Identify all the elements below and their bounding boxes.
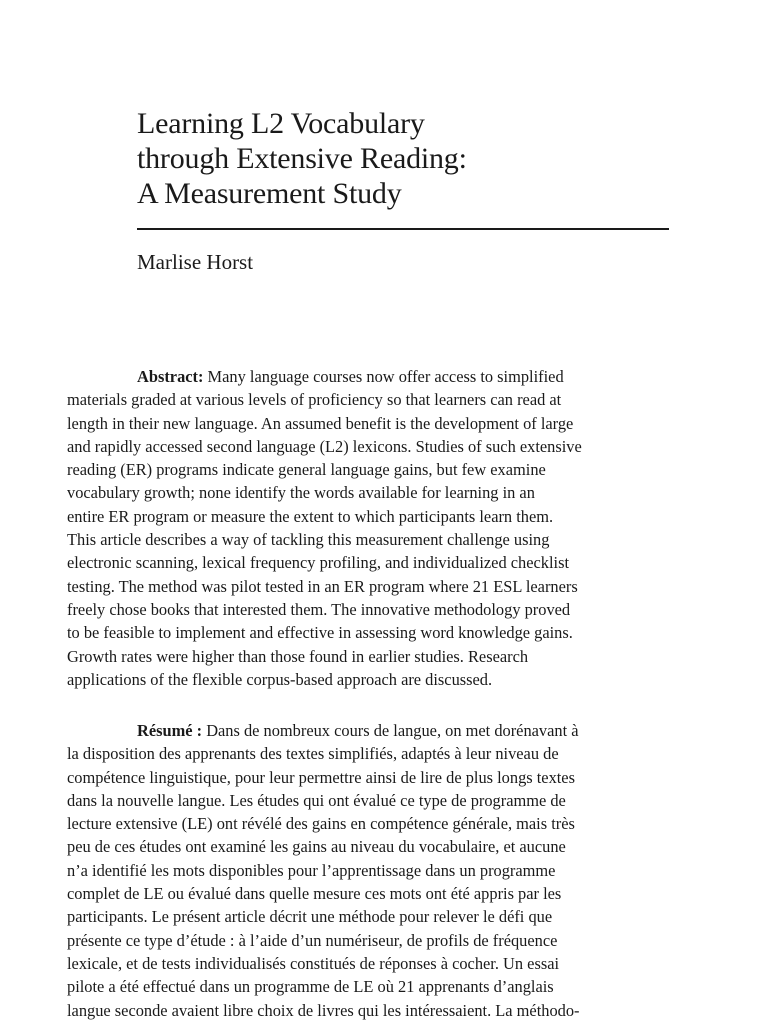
abstract-line: entire ER program or measure the extent to which participants learn them.: [67, 506, 554, 526]
resume-line: pilote a été effectué dans un programme de LE où 21 apprenants d’anglais: [67, 977, 554, 997]
abstract-line: reading (ER) programs indicate general language gains, but few examine: [67, 460, 546, 480]
abstract-line: materials graded at various levels of proficiency so that learners can read at: [67, 390, 562, 410]
abstract-line: testing. The method was pilot tested in an ER program where 21 ESL learners: [67, 576, 578, 596]
title-divider: [137, 228, 669, 230]
resume-line: la disposition des apprenants des textes simplifiés, adaptés à leur niveau de: [67, 744, 559, 764]
resume-line: dans la nouvelle langue. Les études qui ont évalué ce type de programme de: [67, 790, 566, 810]
resume-line-1: [67, 719, 687, 742]
resume-line: compétence linguistique, pour leur permettre ainsi de lire de plus longs textes: [67, 767, 575, 787]
abstract-line: freely chose books that interested them. The innovative methodology proved: [67, 599, 571, 619]
resume-line: participants. Le présent article décrit une méthode pour relever le défi que: [67, 907, 553, 927]
abstract-label: Abstract:: [137, 367, 204, 386]
resume-line: lecture extensive (LE) ont révélé des gains en compétence générale, mais très: [67, 814, 575, 834]
abstract-line: to be feasible to implement and effective in assessing word knowledge gains.: [67, 623, 573, 643]
abstract-line: This article describes a way of tackling this measurement challenge using: [67, 530, 550, 550]
abstract-line-1-text: Many language courses now offer access to simplified: [203, 367, 564, 386]
abstract-line-1: [67, 365, 687, 388]
abstract-line: electronic scanning, lexical frequency profiling, and individualized checklist: [67, 553, 570, 573]
paper-title: [137, 106, 467, 211]
resume-line: présente ce type d’étude : à l’aide d’un numériseur, de profils de fréquence: [67, 930, 558, 950]
resume-line-1-text: Dans de nombreux cours de langue, on met dorénavant à: [202, 721, 579, 740]
resume-line: n’a identifié les mots disponibles pour l’apprentissage dans un programme: [67, 860, 556, 880]
resume-line: complet de LE ou évalué dans quelle mesure ces mots ont été appris par les: [67, 884, 562, 904]
resume-line: langue seconde avaient libre choix de livres qui les intéressaient. La méthodo-: [67, 1000, 580, 1020]
abstract-line: Growth rates were higher than those found in earlier studies. Research: [67, 646, 529, 666]
resume-label: Résumé :: [137, 721, 203, 740]
abstract-line: and rapidly accessed second language (L2) lexicons. Studies of such extensive: [67, 436, 582, 456]
abstract-line: vocabulary growth; none identify the words available for learning in an: [67, 483, 535, 503]
title-line-2: through Extensive Reading:: [137, 142, 467, 175]
resume-line: peu de ces études ont examiné les gains au niveau du vocabulaire, et aucune: [67, 837, 566, 857]
abstract-line: applications of the flexible corpus-based approach are discussed.: [67, 669, 493, 689]
title-line-3: A Measurement Study: [137, 177, 402, 210]
resume-line: lexicale, et de tests individualisés constitués de réponses à cocher. Un essai: [67, 953, 560, 973]
title-line-1: Learning L2 Vocabulary: [137, 107, 425, 140]
abstract-line: length in their new language. An assumed benefit is the development of large: [67, 413, 574, 433]
abstract-paragraph: [67, 365, 687, 691]
resume-paragraph: [67, 719, 687, 1022]
author-name: Marlise Horst: [137, 250, 254, 274]
